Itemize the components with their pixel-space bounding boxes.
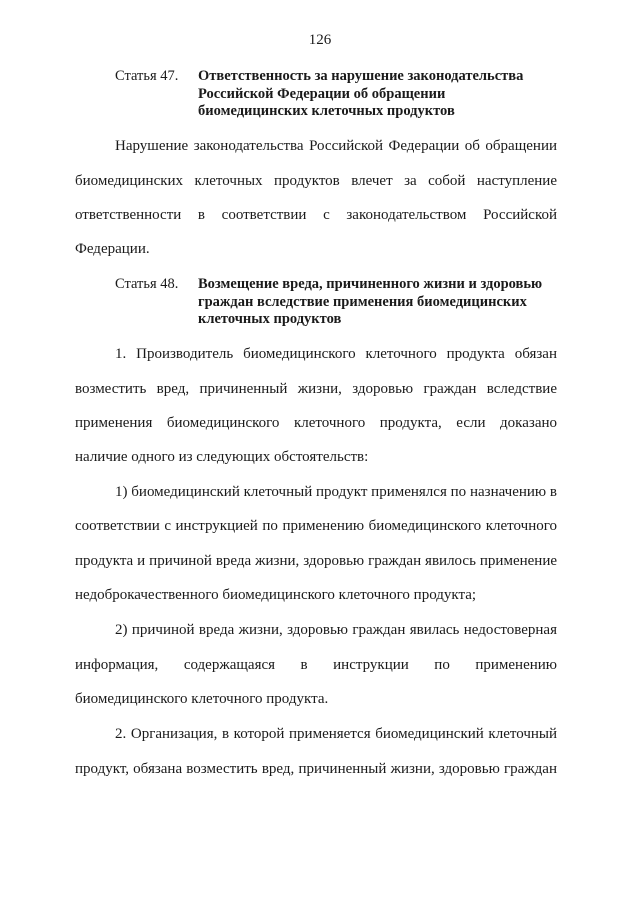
article-48-title-line: клеточных продуктов bbox=[198, 311, 342, 327]
article-48-text-line: возместить вред, причиненный жизни, здоровью граждан вследствие bbox=[75, 381, 557, 397]
article-48-text-line: недоброкачественного биомедицинского клеточного продукта; bbox=[75, 587, 477, 603]
article-47-title bbox=[198, 68, 578, 121]
article-47-text-line: ответственности в соответствии с законодательством Российской bbox=[75, 207, 557, 223]
article-47-title-line: биомедицинских клеточных продуктов bbox=[198, 103, 455, 119]
article-47-text-line: Федерации. bbox=[75, 241, 150, 257]
article-48-text-line: продукт, обязана возместить вред, причиненный жизни, здоровью граждан bbox=[75, 761, 557, 777]
article-48-text-line: 1) биомедицинский клеточный продукт применялся по назначению в bbox=[115, 484, 557, 500]
article-48-text-line: продукта и причиной вреда жизни, здоровью граждан явилось применение bbox=[75, 553, 557, 569]
article-48-text-line: 1. Производитель биомедицинского клеточного продукта обязан bbox=[115, 346, 557, 362]
article-47-text-line: Нарушение законодательства Российской Федерации об обращении bbox=[115, 138, 557, 154]
article-48-text-line: соответствии с инструкцией по применению биомедицинского клеточного bbox=[75, 518, 557, 534]
article-47-title-line: Ответственность за нарушение законодательства bbox=[198, 68, 524, 84]
article-47-text-line: биомедицинских клеточных продуктов влечет за собой наступление bbox=[75, 173, 557, 189]
article-48-text-line: 2) причиной вреда жизни, здоровью граждан явилась недостоверная bbox=[115, 622, 557, 638]
article-48-text-line: наличие одного из следующих обстоятельств: bbox=[75, 449, 369, 465]
article-48-text-line: 2. Организация, в которой применяется биомедицинский клеточный bbox=[115, 726, 557, 742]
article-48-title bbox=[198, 276, 578, 329]
article-48-text-line: информация, содержащаяся в инструкции по применению bbox=[75, 657, 557, 673]
article-47-label: Статья 47. bbox=[115, 68, 179, 84]
article-48-text-line: применения биомедицинского клеточного продукта, если доказано bbox=[75, 415, 557, 431]
article-48-label: Статья 48. bbox=[115, 276, 179, 292]
article-47-title-line: Российской Федерации об обращении bbox=[198, 85, 446, 102]
article-48-text-line: биомедицинского клеточного продукта. bbox=[75, 691, 329, 707]
page-number: 126 bbox=[308, 32, 332, 48]
article-48-title-line: Возмещение вреда, причиненного жизни и здоровью bbox=[198, 276, 543, 292]
article-48-title-line: граждан вследствие применения биомедицинских bbox=[198, 293, 527, 310]
